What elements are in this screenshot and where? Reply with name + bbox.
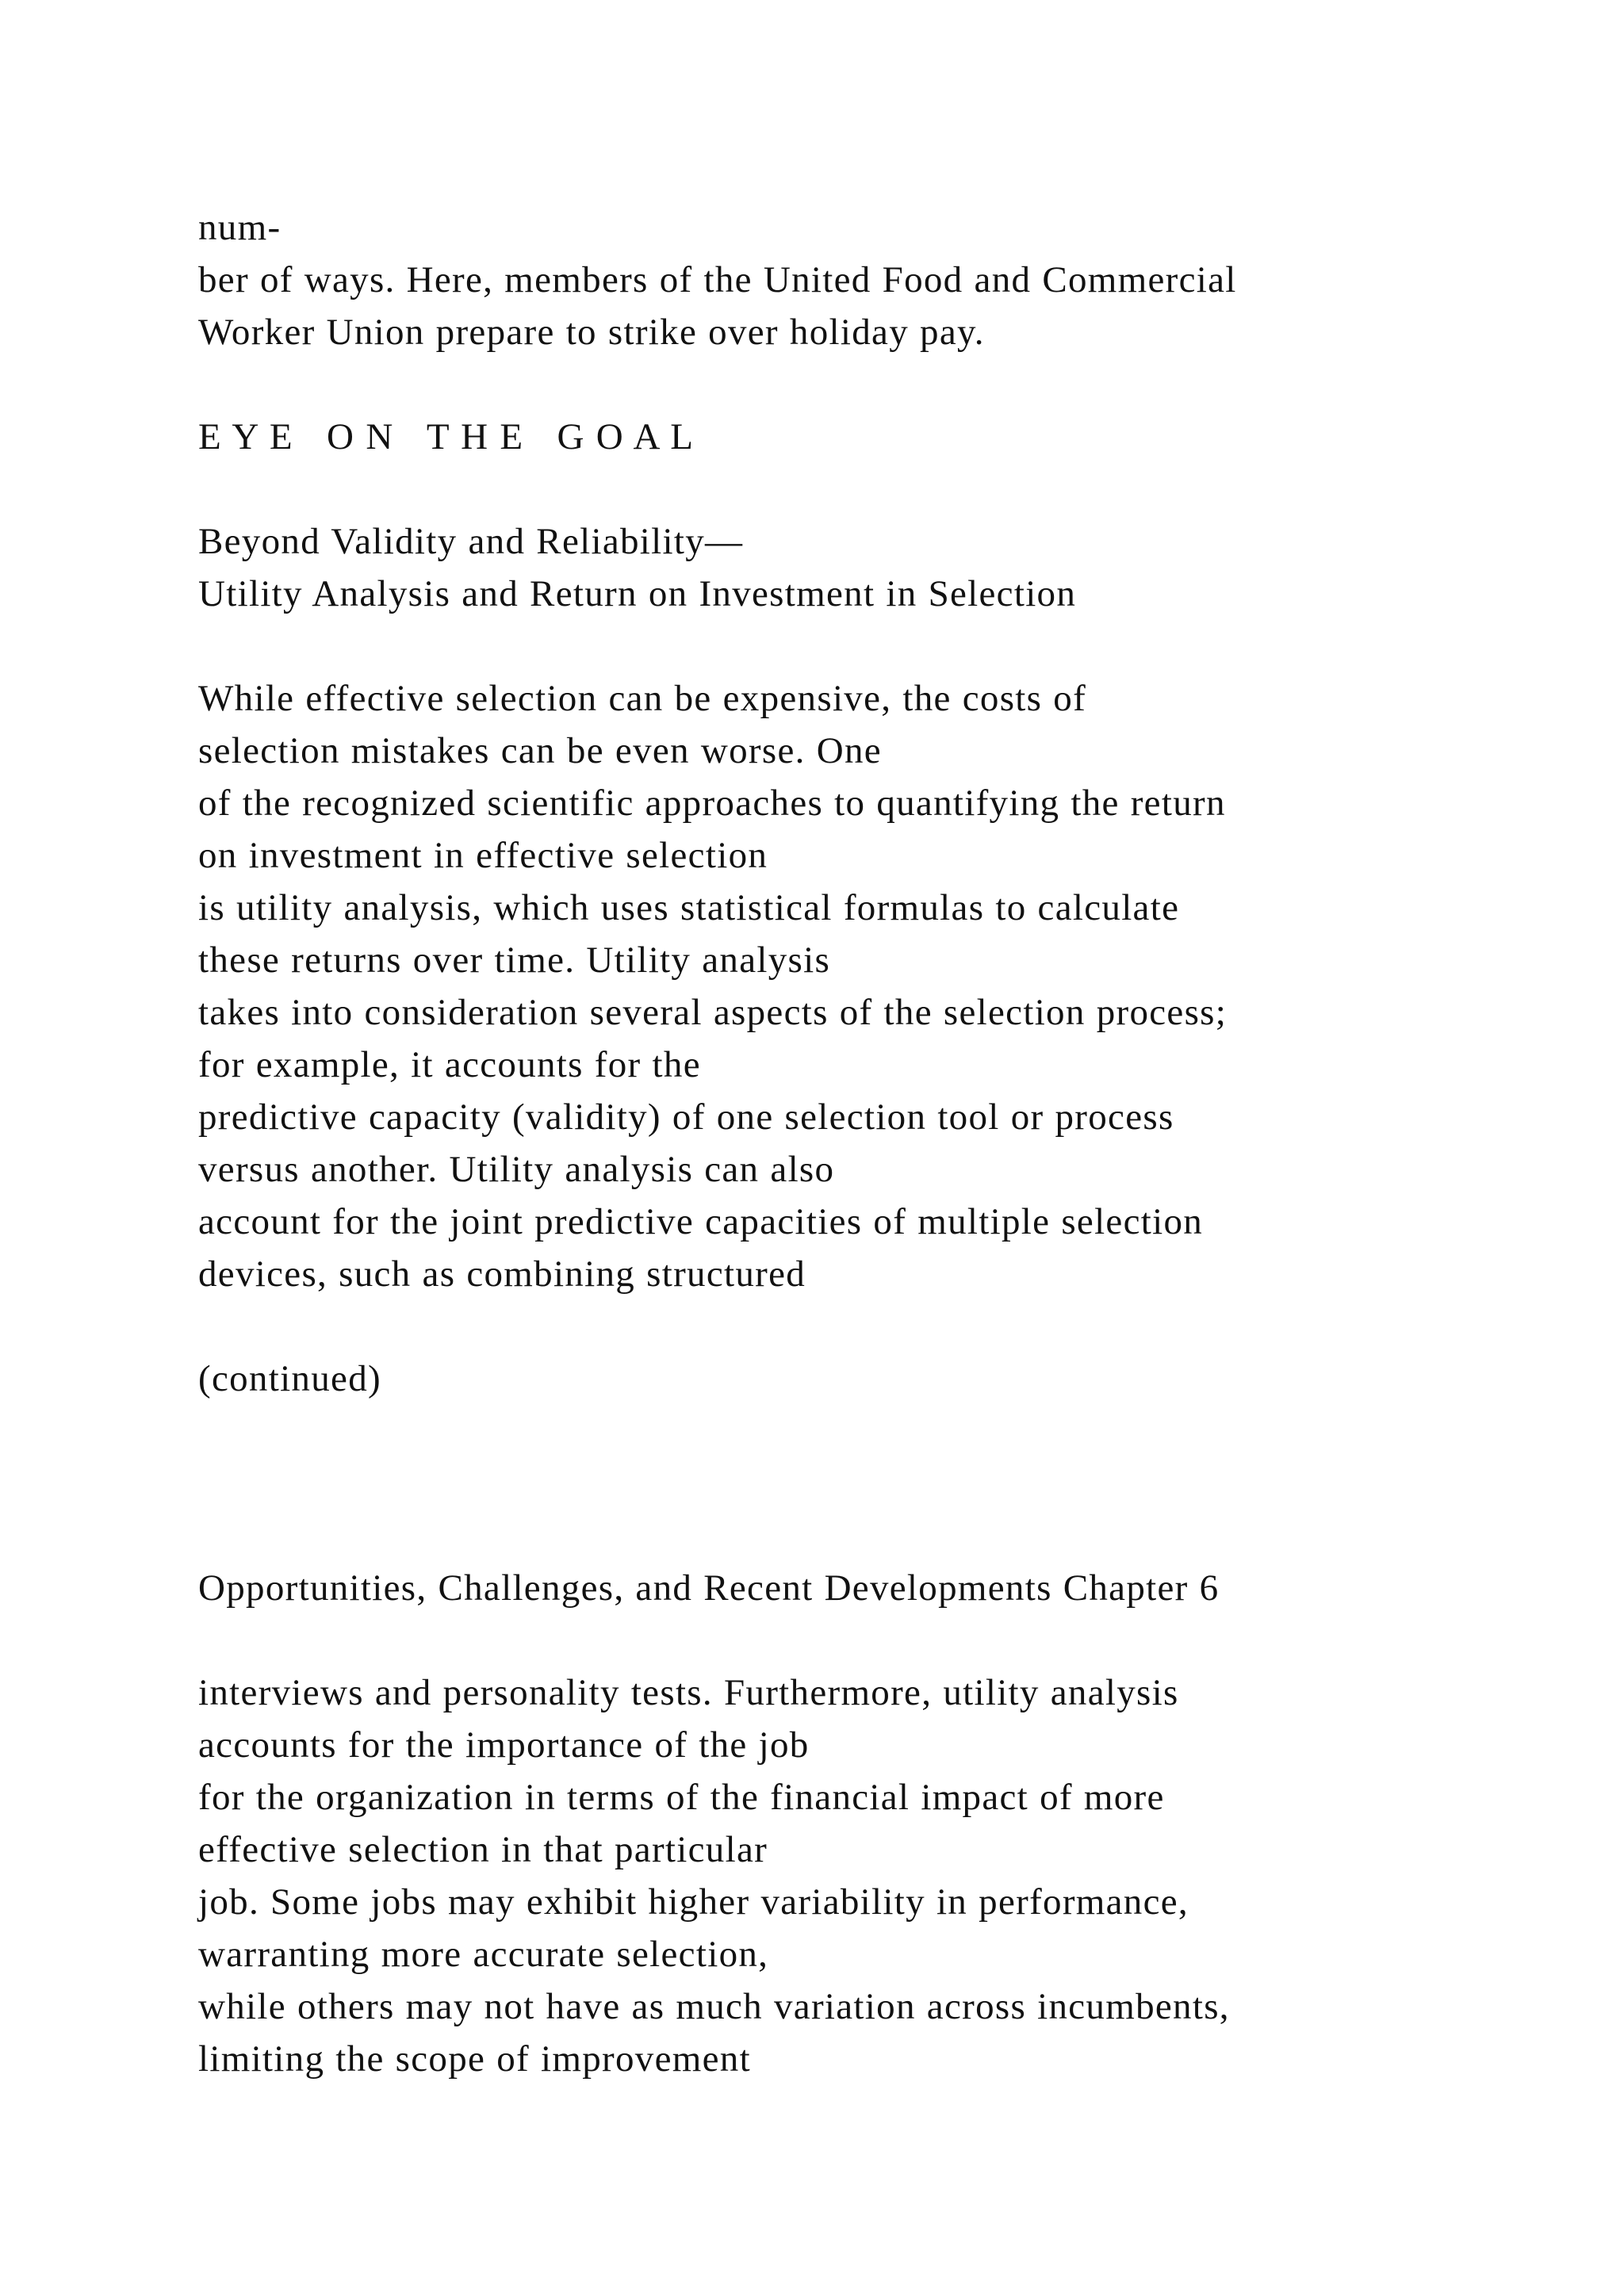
text-line: while others may not have as much variation across incumbents, <box>198 1986 1230 2027</box>
subtitle-line: Utility Analysis and Return on Investment in Selection <box>198 573 1077 614</box>
text-line: warranting more accurate selection, <box>198 1934 769 1975</box>
text-line: versus another. Utility analysis can also <box>198 1149 835 1190</box>
text-line: on investment in effective selection <box>198 835 768 876</box>
paragraph-1 <box>198 672 1562 1300</box>
subtitle <box>198 515 1562 620</box>
text-line: job. Some jobs may exhibit higher variability in performance, <box>198 1881 1189 1923</box>
text-line: takes into consideration several aspects of the selection process; <box>198 992 1228 1033</box>
document-page <box>198 201 1562 2085</box>
text-line: selection mistakes can be even worse. One <box>198 730 882 771</box>
text-line: limiting the scope of improvement <box>198 2038 751 2080</box>
text-line: Worker Union prepare to strike over holiday pay. <box>198 312 985 353</box>
text-line: for example, it accounts for the <box>198 1044 701 1085</box>
subtitle-line: Beyond Validity and Reliability— <box>198 521 744 562</box>
running-header: Opportunities, Challenges, and Recent Developments Chapter 6 <box>198 1567 1220 1609</box>
text-line: is utility analysis, which uses statistical formulas to calculate <box>198 887 1180 928</box>
text-line: num- <box>198 207 282 248</box>
text-line: interviews and personality tests. Furthermore, utility analysis <box>198 1672 1179 1713</box>
text-line: ber of ways. Here, members of the United Food and Commercial <box>198 259 1237 300</box>
text-line: devices, such as combining structured <box>198 1253 806 1295</box>
text-line: for the organization in terms of the financial impact of more <box>198 1777 1165 1818</box>
text-line: accounts for the importance of the job <box>198 1724 810 1766</box>
text-line: account for the joint predictive capacities of multiple selection <box>198 1201 1204 1242</box>
section-heading: E Y E O N T H E G O A L <box>198 416 695 457</box>
continued-label: (continued) <box>198 1358 381 1399</box>
text-line: these returns over time. Utility analysis <box>198 939 831 981</box>
text-line: predictive capacity (validity) of one selection tool or process <box>198 1096 1174 1138</box>
text-line: While effective selection can be expensive, the costs of <box>198 678 1087 719</box>
intro-text <box>198 201 1562 358</box>
paragraph-2 <box>198 1667 1562 2085</box>
text-line: effective selection in that particular <box>198 1829 768 1870</box>
text-line: of the recognized scientific approaches to quantifying the return <box>198 783 1226 824</box>
